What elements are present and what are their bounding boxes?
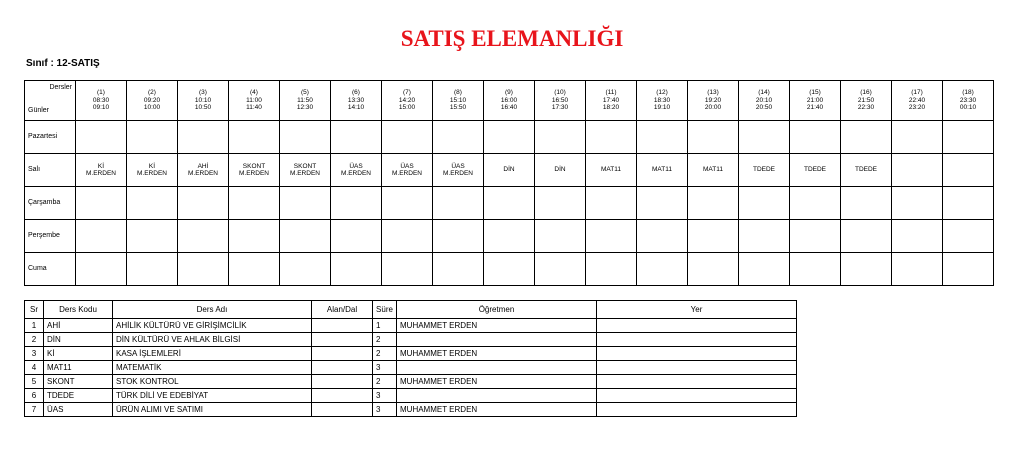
- day-label: Çarşamba: [25, 187, 76, 220]
- course-row: [25, 319, 797, 333]
- schedule-cell: [382, 187, 433, 220]
- course-sr: 3: [25, 347, 44, 361]
- schedule-cell: [382, 253, 433, 286]
- corner-label-dersler: Dersler: [49, 84, 72, 91]
- weekly-schedule-table: [24, 80, 994, 286]
- schedule-cell: [229, 220, 280, 253]
- schedule-cell: [841, 253, 892, 286]
- schedule-cell: [739, 121, 790, 154]
- course-alan-dal: [312, 347, 373, 361]
- schedule-cell: [76, 253, 127, 286]
- period-end-time: 00:10: [959, 104, 977, 112]
- period-number: (16): [860, 89, 872, 97]
- schedule-cell: [943, 253, 994, 286]
- course-alan-dal: [312, 361, 373, 375]
- course-row: [25, 403, 797, 417]
- schedule-cell: [76, 220, 127, 253]
- course-name: MATEMATİK: [113, 361, 312, 375]
- period-header: [892, 81, 943, 121]
- course-sr: 6: [25, 389, 44, 403]
- course-name: AHİLİK KÜLTÜRÜ VE GİRİŞİMCİLİK: [113, 319, 312, 333]
- lesson-teacher: M.ERDEN: [392, 170, 422, 177]
- course-sr: 1: [25, 319, 44, 333]
- period-start-time: 11:00: [246, 96, 262, 104]
- lesson-teacher: M.ERDEN: [290, 170, 320, 177]
- schedule-cell: [688, 121, 739, 154]
- schedule-cell: [331, 154, 382, 187]
- schedule-cell: [790, 121, 841, 154]
- schedule-cell: [790, 154, 841, 187]
- lesson-code: AHİ: [197, 162, 209, 170]
- period-start-time: 15:10: [449, 96, 467, 104]
- course-alan-dal: [312, 389, 373, 403]
- schedule-cell: [331, 220, 382, 253]
- schedule-cell: [382, 220, 433, 253]
- schedule-cell: [688, 187, 739, 220]
- course-table-header: [25, 301, 797, 319]
- schedule-cell: [943, 121, 994, 154]
- course-yer: [597, 361, 797, 375]
- period-end-time: 16:40: [500, 104, 518, 112]
- period-end-time: 15:00: [398, 104, 416, 112]
- schedule-cell: [586, 154, 637, 187]
- period-header: [433, 81, 484, 121]
- schedule-cell: [484, 220, 535, 253]
- period-header: [841, 81, 892, 121]
- schedule-cell: [127, 154, 178, 187]
- period-start-time: 18:30: [653, 96, 671, 104]
- course-row: [25, 375, 797, 389]
- schedule-cell: [178, 121, 229, 154]
- course-alan-dal: [312, 333, 373, 347]
- schedule-cell: [892, 220, 943, 253]
- period-header: [535, 81, 586, 121]
- lesson-teacher: M.ERDEN: [341, 170, 371, 177]
- period-header: [586, 81, 637, 121]
- course-teacher: MUHAMMET ERDEN: [397, 347, 597, 361]
- period-number: (13): [707, 89, 719, 97]
- period-number: (11): [605, 89, 617, 97]
- schedule-cell: [280, 220, 331, 253]
- period-start-time: 08:30: [92, 96, 110, 104]
- schedule-cell: [637, 220, 688, 253]
- schedule-cell: [433, 220, 484, 253]
- course-teacher: [397, 389, 597, 403]
- schedule-cell: [229, 187, 280, 220]
- lesson-code: TDEDE: [752, 166, 776, 174]
- course-code: AHİ: [44, 319, 113, 333]
- schedule-cell: [892, 187, 943, 220]
- schedule-cell: [739, 187, 790, 220]
- course-alan-dal: [312, 375, 373, 389]
- schedule-day-row: [25, 154, 994, 187]
- lesson-code: Kİ: [97, 162, 105, 170]
- course-sure: 3: [373, 403, 397, 417]
- schedule-cell: [331, 187, 382, 220]
- period-number: (18): [962, 89, 974, 97]
- period-number: (17): [911, 89, 923, 97]
- schedule-cell: [637, 121, 688, 154]
- period-end-time: 22:30: [857, 104, 875, 112]
- schedule-cell: [943, 187, 994, 220]
- course-code: MAT11: [44, 361, 113, 375]
- period-start-time: 16:00: [500, 96, 518, 104]
- schedule-cell: [76, 121, 127, 154]
- period-start-time: 23:30: [959, 96, 977, 104]
- period-end-time: 20:50: [755, 104, 773, 112]
- schedule-cell: [484, 121, 535, 154]
- period-end-time: 10:00: [143, 104, 161, 112]
- course-sr: 2: [25, 333, 44, 347]
- lesson-teacher: M.ERDEN: [443, 170, 473, 177]
- lesson-teacher: M.ERDEN: [239, 170, 269, 177]
- period-header: [790, 81, 841, 121]
- period-header: [229, 81, 280, 121]
- schedule-cell: [127, 220, 178, 253]
- schedule-cell: [127, 253, 178, 286]
- schedule-cell: [637, 154, 688, 187]
- schedule-cell: [433, 154, 484, 187]
- period-end-time: 21:40: [806, 104, 824, 112]
- period-number: (7): [403, 89, 411, 97]
- schedule-cell: [535, 154, 586, 187]
- period-start-time: 22:40: [908, 96, 926, 104]
- period-number: (15): [809, 89, 821, 97]
- schedule-cell: [76, 154, 127, 187]
- period-end-time: 15:50: [449, 104, 467, 112]
- course-name: DİN KÜLTÜRÜ VE AHLAK BİLGİSİ: [113, 333, 312, 347]
- period-start-time: 09:20: [143, 96, 161, 104]
- course-list-table: [24, 300, 797, 417]
- period-end-time: 19:10: [653, 104, 671, 112]
- schedule-cell: [331, 121, 382, 154]
- header-alan-dal: Alan/Dal: [312, 301, 373, 319]
- lesson-code: Kİ: [148, 162, 156, 170]
- course-name: ÜRÜN ALIMI VE SATIMI: [113, 403, 312, 417]
- header-ders-adi: Ders Adı: [113, 301, 312, 319]
- schedule-cell: [943, 154, 994, 187]
- course-sure: 2: [373, 333, 397, 347]
- schedule-cell: [484, 253, 535, 286]
- period-end-time: 17:30: [551, 104, 569, 112]
- course-name: TÜRK DİLİ VE EDEBİYAT: [113, 389, 312, 403]
- course-name: KASA İŞLEMLERİ: [113, 347, 312, 361]
- period-header: [484, 81, 535, 121]
- period-number: (3): [199, 89, 207, 97]
- course-sure: 3: [373, 361, 397, 375]
- schedule-day-row: [25, 253, 994, 286]
- schedule-cell: [790, 253, 841, 286]
- lesson-code: TDEDE: [854, 166, 878, 174]
- header-yer: Yer: [597, 301, 797, 319]
- schedule-cell: [229, 121, 280, 154]
- schedule-cell: [586, 187, 637, 220]
- period-number: (2): [148, 89, 156, 97]
- course-teacher: MUHAMMET ERDEN: [397, 375, 597, 389]
- schedule-cell: [688, 154, 739, 187]
- period-start-time: 13:30: [347, 96, 365, 104]
- period-number: (12): [656, 89, 668, 97]
- schedule-cell: [586, 220, 637, 253]
- class-label: Sınıf : 12-SATIŞ: [26, 58, 100, 69]
- schedule-cell: [841, 121, 892, 154]
- period-start-time: 20:10: [755, 96, 773, 104]
- course-sure: 2: [373, 375, 397, 389]
- period-number: (4): [250, 89, 258, 97]
- period-header: [331, 81, 382, 121]
- period-start-time: 14:20: [398, 96, 416, 104]
- course-yer: [597, 389, 797, 403]
- course-code: ÜAS: [44, 403, 113, 417]
- course-sure: 1: [373, 319, 397, 333]
- schedule-cell: [535, 187, 586, 220]
- course-row: [25, 389, 797, 403]
- schedule-corner-cell: [25, 81, 76, 121]
- lesson-teacher: M.ERDEN: [137, 170, 167, 177]
- course-sr: 4: [25, 361, 44, 375]
- course-alan-dal: [312, 403, 373, 417]
- period-end-time: 14:10: [347, 104, 365, 112]
- schedule-cell: [229, 253, 280, 286]
- course-teacher: MUHAMMET ERDEN: [397, 403, 597, 417]
- schedule-cell: [229, 154, 280, 187]
- period-number: (5): [301, 89, 309, 97]
- lesson-code: DİN: [554, 166, 566, 174]
- schedule-cell: [127, 121, 178, 154]
- lesson-code: SKONT: [293, 162, 317, 170]
- schedule-cell: [484, 187, 535, 220]
- schedule-cell: [433, 121, 484, 154]
- day-label: Salı: [25, 154, 76, 187]
- header-ogretmen: Öğretmen: [397, 301, 597, 319]
- period-start-time: 11:50: [297, 96, 313, 104]
- period-start-time: 21:50: [857, 96, 875, 104]
- period-start-time: 19:20: [704, 96, 722, 104]
- course-yer: [597, 319, 797, 333]
- day-label: Cuma: [25, 253, 76, 286]
- course-teacher: MUHAMMET ERDEN: [397, 319, 597, 333]
- schedule-header-row: [25, 81, 994, 121]
- course-sure: 3: [373, 389, 397, 403]
- period-header: [178, 81, 229, 121]
- period-start-time: 16:50: [551, 96, 569, 104]
- header-sure: Süre: [373, 301, 397, 319]
- schedule-day-row: [25, 187, 994, 220]
- schedule-cell: [178, 187, 229, 220]
- schedule-cell: [127, 187, 178, 220]
- lesson-code: MAT11: [703, 166, 723, 174]
- corner-label-gunler: Günler: [28, 106, 50, 114]
- course-sr: 7: [25, 403, 44, 417]
- course-sure: 2: [373, 347, 397, 361]
- lesson-code: ÜAS: [349, 162, 363, 170]
- schedule-cell: [433, 253, 484, 286]
- schedule-cell: [892, 154, 943, 187]
- schedule-cell: [535, 253, 586, 286]
- schedule-cell: [586, 121, 637, 154]
- schedule-cell: [382, 154, 433, 187]
- schedule-cell: [688, 220, 739, 253]
- course-code: TDEDE: [44, 389, 113, 403]
- schedule-cell: [484, 154, 535, 187]
- day-label: Perşembe: [25, 220, 76, 253]
- period-number: (1): [97, 89, 105, 97]
- schedule-cell: [892, 253, 943, 286]
- schedule-cell: [382, 121, 433, 154]
- schedule-cell: [841, 220, 892, 253]
- period-start-time: 21:00: [806, 96, 824, 104]
- schedule-cell: [331, 253, 382, 286]
- schedule-cell: [178, 154, 229, 187]
- schedule-day-row: [25, 220, 994, 253]
- course-yer: [597, 375, 797, 389]
- schedule-cell: [739, 220, 790, 253]
- course-yer: [597, 333, 797, 347]
- course-code: Kİ: [44, 347, 113, 361]
- schedule-cell: [790, 187, 841, 220]
- lesson-code: MAT11: [601, 166, 621, 174]
- lesson-code: ÜAS: [451, 162, 465, 170]
- period-header: [382, 81, 433, 121]
- period-start-time: 17:40: [602, 96, 620, 104]
- period-start-time: 10:10: [194, 96, 212, 104]
- schedule-cell: [637, 187, 688, 220]
- schedule-cell: [535, 121, 586, 154]
- course-code: DİN: [44, 333, 113, 347]
- lesson-code: ÜAS: [400, 162, 414, 170]
- period-header: [739, 81, 790, 121]
- schedule-cell: [841, 187, 892, 220]
- schedule-cell: [280, 121, 331, 154]
- period-number: (8): [454, 89, 462, 97]
- period-header: [688, 81, 739, 121]
- lesson-code: MAT11: [652, 166, 672, 174]
- course-teacher: [397, 333, 597, 347]
- period-end-time: 23:20: [908, 104, 926, 112]
- course-row: [25, 333, 797, 347]
- schedule-cell: [535, 220, 586, 253]
- schedule-cell: [433, 187, 484, 220]
- course-teacher: [397, 361, 597, 375]
- schedule-cell: [892, 121, 943, 154]
- schedule-cell: [76, 187, 127, 220]
- schedule-cell: [688, 253, 739, 286]
- page-title: SATIŞ ELEMANLIĞI: [400, 26, 624, 51]
- period-end-time: 09:10: [92, 104, 110, 112]
- period-header: [943, 81, 994, 121]
- period-number: (6): [352, 89, 360, 97]
- course-row: [25, 361, 797, 375]
- course-code: SKONT: [44, 375, 113, 389]
- period-end-time: 12:30: [296, 104, 314, 112]
- schedule-day-row: [25, 121, 994, 154]
- period-header: [280, 81, 331, 121]
- schedule-cell: [280, 187, 331, 220]
- course-name: STOK KONTROL: [113, 375, 312, 389]
- period-header: [127, 81, 178, 121]
- day-label: Pazartesi: [25, 121, 76, 154]
- schedule-cell: [943, 220, 994, 253]
- period-end-time: 20:00: [704, 104, 722, 112]
- period-header: [76, 81, 127, 121]
- schedule-cell: [637, 253, 688, 286]
- course-yer: [597, 347, 797, 361]
- period-header: [637, 81, 688, 121]
- lesson-code: DİN: [503, 166, 515, 174]
- period-number: (9): [505, 89, 513, 97]
- period-end-time: 18:20: [602, 104, 620, 112]
- schedule-cell: [739, 154, 790, 187]
- schedule-cell: [280, 253, 331, 286]
- header-ders-kodu: Ders Kodu: [44, 301, 113, 319]
- course-sr: 5: [25, 375, 44, 389]
- lesson-teacher: M.ERDEN: [188, 170, 218, 177]
- period-number: (10): [554, 89, 566, 97]
- schedule-cell: [178, 253, 229, 286]
- header-sr: Sr: [25, 301, 44, 319]
- schedule-cell: [178, 220, 229, 253]
- schedule-cell: [280, 154, 331, 187]
- schedule-cell: [586, 253, 637, 286]
- lesson-code: SKONT: [242, 162, 266, 170]
- course-row: [25, 347, 797, 361]
- schedule-cell: [739, 253, 790, 286]
- course-yer: [597, 403, 797, 417]
- schedule-cell: [841, 154, 892, 187]
- lesson-code: TDEDE: [803, 166, 827, 174]
- period-number: (14): [758, 89, 770, 97]
- period-end-time: 11:40: [246, 104, 262, 112]
- period-end-time: 10:50: [194, 104, 212, 112]
- lesson-teacher: M.ERDEN: [86, 170, 116, 177]
- schedule-cell: [790, 220, 841, 253]
- course-alan-dal: [312, 319, 373, 333]
